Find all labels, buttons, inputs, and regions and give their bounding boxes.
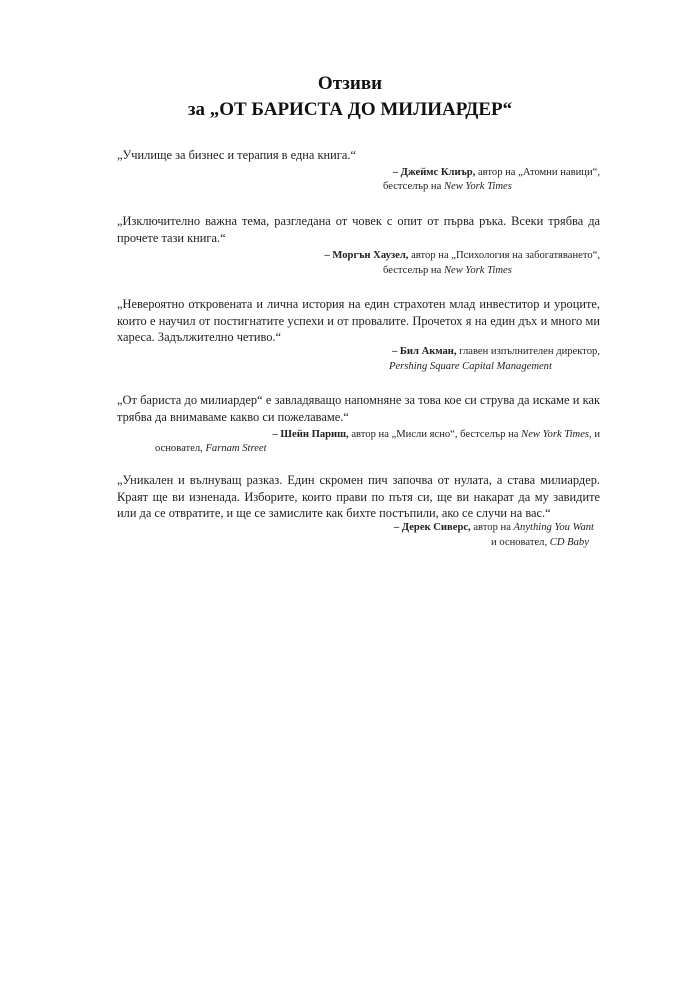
testimonial-credit: [155, 442, 267, 457]
testimonial-quote: „От бариста до милиардер“ е завладяващо напомняне за това кое си струва да искаме и как трябва да внимаваме какво си пожелаваме.“: [117, 393, 600, 424]
testimonial-3: [117, 296, 600, 372]
testimonial-credit-italic: Farnam Street: [205, 443, 267, 454]
testimonial-author: – Моргън Хаузел,: [324, 250, 409, 261]
testimonial-role: автор на: [470, 522, 514, 533]
testimonial-quote: „Изключително важна тема, разгледана от човек с опит от първа ръка. Всеки трябва да прочете тази книга.“: [117, 214, 600, 245]
testimonial-credit-italic: CD Baby: [549, 537, 589, 548]
testimonial-quote: „Невероятно откровената и лична история на един страхотен млад инвеститор и уроците, които е научил от постигнатите успехи и от провалите. Прочетох я на един дъх и много ми хареса. Задължително четиво.“: [117, 297, 600, 344]
testimonial-credit-text: бестселър на: [383, 265, 444, 276]
testimonial-role: автор на „Психология на забогатяването“,: [408, 250, 600, 261]
testimonial-author: – Джеймс Клиър,: [392, 167, 476, 178]
testimonial-credit-italic: Pershing Square Capital Management: [389, 361, 552, 372]
testimonial-credit-text: основател,: [155, 443, 206, 454]
testimonial-4: [117, 392, 600, 454]
testimonial-role-italic: Anything You Want: [513, 522, 594, 533]
testimonial-credit: [383, 264, 512, 279]
testimonial-attribution: [117, 345, 600, 360]
testimonial-1: [117, 147, 600, 192]
testimonial-credit: [389, 360, 552, 375]
testimonial-2: [117, 213, 600, 276]
testimonial-credit-text: бестселър на: [383, 181, 444, 192]
testimonial-5: [117, 472, 600, 548]
testimonial-author: – Дерек Сиверс,: [393, 522, 471, 533]
testimonial-quote: „Училище за бизнес и терапия в една книга.“: [117, 148, 356, 162]
testimonial-attribution: [117, 166, 600, 181]
testimonial-credit: [491, 536, 589, 551]
testimonial-author: – Бил Акман,: [391, 346, 457, 357]
testimonial-role-tail: , и: [589, 429, 600, 440]
testimonial-role-italic: New York Times: [521, 429, 590, 440]
testimonial-quote: „Уникален и вълнуващ разказ. Един скромен пич започва от нулата, а става милиардер. Краят ще ви изненада. Изборите, които прави по пътя си, ще ви накарат да му завидите или да се отвратите, и ще се замислите как бихте постъпили, ако се случи на вас.“: [117, 473, 600, 520]
testimonial-attribution: [117, 521, 600, 536]
testimonial-credit-italic: New York Times: [443, 265, 512, 276]
testimonial-credit-text: и основател,: [491, 537, 550, 548]
page-subtitle: за „ОТ БАРИСТА ДО МИЛИАРДЕР“: [187, 99, 513, 120]
testimonial-role: автор на „Атомни навици“,: [475, 167, 600, 178]
testimonial-author: – Шейн Париш,: [272, 429, 349, 440]
testimonial-attribution: [117, 428, 600, 443]
testimonial-credit-italic: New York Times: [443, 181, 512, 192]
page-title: Отзиви: [317, 73, 383, 94]
testimonial-role: автор на „Мисли ясно“, бестселър на: [348, 429, 522, 440]
testimonial-attribution: [117, 249, 600, 264]
testimonial-role: главен изпълнителен директор,: [456, 346, 600, 357]
testimonial-credit: [383, 180, 512, 195]
